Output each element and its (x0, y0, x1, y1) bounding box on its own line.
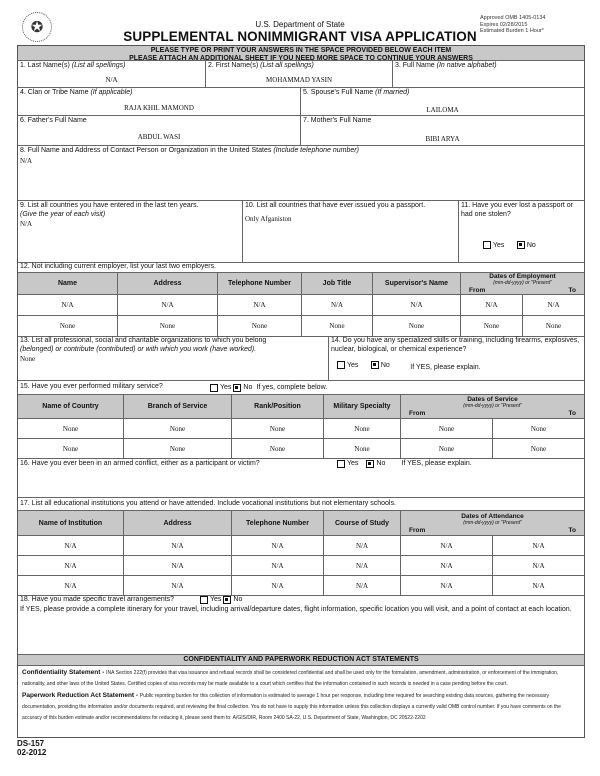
explain-note: If YES, please explain. (401, 460, 472, 467)
value: LAILOMA (426, 106, 459, 114)
last-name-field[interactable] (18, 61, 206, 87)
label: 18. Have you made specific travel arrangements? (20, 596, 175, 603)
label: 1. Last Name(s) (20, 62, 70, 69)
column-header: Name of Country (18, 395, 124, 418)
column-header: Job Title (302, 273, 373, 294)
passport-countries-field[interactable] (243, 201, 459, 262)
statement-heading: Paperwork Reduction Act Statement - (22, 692, 140, 699)
countries-visited-field[interactable] (18, 201, 243, 262)
table-header-row (18, 395, 584, 419)
table-cell[interactable]: N/A (18, 536, 124, 555)
table-cell[interactable]: None (302, 316, 373, 336)
table-cell[interactable]: None (218, 316, 302, 336)
table-cell[interactable]: None (530, 424, 547, 433)
native-full-name-field[interactable] (393, 61, 584, 87)
to-label: To (568, 287, 576, 294)
option-label: Yes (210, 596, 222, 603)
table-cell[interactable]: N/A (124, 556, 232, 575)
form-title: SUPPLEMENTAL NONIMMIGRANT VISA APPLICATION (123, 29, 477, 44)
checkbox-icon (337, 361, 345, 369)
option-label: No (233, 596, 243, 603)
table-cell[interactable]: N/A (401, 536, 493, 555)
table-cell[interactable]: N/A (232, 576, 324, 595)
table-row (18, 576, 584, 596)
table-cell[interactable]: N/A (124, 536, 232, 555)
table-cell[interactable]: N/A (461, 295, 523, 315)
table-cell[interactable]: None (461, 316, 523, 336)
label: 14. Do you have any specialized skills or training, including firearms, explosives, nuclear, biological, or chemical experience? (331, 337, 580, 353)
checkbox-icon (337, 460, 345, 468)
table-cell[interactable]: N/A (532, 541, 545, 550)
table-row (18, 439, 584, 459)
table-cell[interactable]: N/A (324, 556, 401, 575)
explain-note: If YES, please explain. (410, 364, 481, 371)
table-cell[interactable]: N/A (324, 576, 401, 595)
table-cell[interactable]: None (124, 439, 232, 458)
option-label: No (243, 384, 253, 391)
hint: (List all spellings) (71, 62, 126, 69)
table-cell[interactable]: None (530, 444, 547, 453)
column-header: Address (118, 273, 218, 294)
option-label: Yes (493, 241, 505, 249)
label: 2. First Name(s) (208, 62, 259, 69)
dates-header (401, 511, 584, 535)
department-name: U.S. Department of State (255, 20, 345, 29)
column-header: Name of Institution (18, 511, 124, 535)
option-label: No (526, 241, 536, 249)
statements-body (18, 667, 584, 724)
from-to-labels (401, 410, 584, 417)
travel-detail: If YES, please provide a complete itinerary for your travel, including arrival/departure dates, flight information, specific location you will visit, and a point of contact at each location. (20, 605, 572, 613)
dates-header (401, 395, 584, 418)
column-header: Name (18, 273, 118, 294)
lost-passport-yes-checkbox[interactable] (483, 241, 504, 249)
value: MOHAMMAD YASIN (265, 76, 333, 84)
checkbox-icon (210, 384, 218, 392)
label: 10. List all countries that have ever issued you a passport. (245, 202, 426, 209)
table-cell[interactable]: None (18, 316, 118, 336)
from-to-labels (401, 527, 584, 534)
label: 11. Have you ever lost a passport or had one stolen? (461, 202, 573, 218)
checked-checkbox-icon (366, 460, 374, 468)
dates-format: (mm-dd-yyyy) or "Present" (463, 403, 522, 409)
form-revision: 02-2012 (17, 748, 47, 757)
table-cell[interactable]: N/A (532, 561, 545, 570)
table-cell[interactable]: None (18, 419, 124, 438)
hint: (In native alphabet) (436, 62, 497, 69)
table-row (18, 419, 584, 439)
table-row (18, 556, 584, 576)
table-cell[interactable]: N/A (401, 576, 493, 595)
value: N/A (20, 156, 33, 165)
confidentiality-statement (22, 667, 580, 690)
hint: (Include telephone number) (273, 147, 359, 154)
application-form (17, 45, 585, 738)
instruction-line: PLEASE TYPE OR PRINT YOUR ANSWERS IN THE SPACE PROVIDED BELOW EACH ITEM (150, 47, 452, 54)
value: BIBI ARYA (425, 135, 460, 143)
checkbox-icon (483, 241, 491, 249)
column-header: Telephone Number (232, 511, 324, 535)
statement-heading: Confidentiality Statement - (22, 669, 107, 676)
skills-yes-checkbox[interactable] (337, 361, 358, 369)
military-service-label: 15. Have you ever performed military service? (20, 383, 163, 391)
label: 4. Clan or Tribe Name (20, 89, 89, 96)
travel-no-checkbox[interactable] (223, 596, 242, 605)
statements-title: CONFIDENTIALITY AND PAPERWORK REDUCTION ACT STATEMENTS (18, 655, 584, 666)
value: Only Afganiston (245, 214, 292, 223)
table-cell[interactable]: None (401, 439, 493, 458)
table-cell[interactable]: None (545, 322, 562, 330)
value: RAJA KHIL MAMOND (124, 104, 194, 112)
table-cell[interactable]: None (124, 419, 232, 438)
table-cell[interactable]: N/A (232, 556, 324, 575)
value: None (20, 355, 36, 363)
label: 13. List all professional, social and charitable organizations to which you belong (20, 337, 267, 344)
table-cell[interactable]: None (324, 419, 401, 438)
value: ABDUL WASI (137, 133, 181, 141)
table-cell[interactable]: None (401, 419, 493, 438)
table-cell[interactable]: None (118, 316, 218, 336)
dates-format: (mm-dd-yyyy) or "Present" (463, 519, 522, 526)
spouse-name-field[interactable] (301, 88, 584, 115)
table-cell[interactable]: None (373, 316, 461, 336)
dates-header-text (461, 273, 584, 294)
table-cell[interactable]: N/A (18, 556, 124, 575)
omb-burden: Estimated Burden 1 Hour* (480, 28, 544, 34)
dates-title: Dates of Attendance (461, 512, 524, 520)
to-label: To (568, 410, 576, 417)
dates-header-text (401, 513, 584, 534)
instruction-line: PLEASE ATTACH AN ADDITIONAL SHEET IF YOU NEED MORE SPACE TO CONTINUE YOUR ANSWERS (129, 55, 473, 62)
military-no-checkbox[interactable] (233, 384, 252, 392)
from-label: From (409, 526, 426, 534)
organizations-field[interactable] (18, 336, 329, 380)
statement-text: INA Section 222(f) provides that visa issuance and refusal records shall be considered confidential and shall be used only for the formulation, amendment, administration, or enforcement of the immigration, nationality, and other laws of the United States. Certified copies of visa records may be made available to a court which certifies that the information contained in such records is needed in a case pending before the court. (22, 670, 559, 687)
table-header-row (18, 511, 584, 536)
lost-passport-question (459, 201, 584, 262)
table-cell[interactable]: None (232, 439, 324, 458)
armed-conflict-field[interactable] (18, 459, 584, 497)
dates-header (461, 273, 584, 294)
column-header: Course of Study (324, 511, 401, 535)
label: 3. Full Name (395, 62, 435, 69)
state-department-seal-icon: ✪ (22, 12, 52, 42)
omb-number: Approved OMB 1405-0134 (480, 15, 546, 21)
table-cell[interactable]: N/A (18, 576, 124, 595)
table-cell[interactable]: N/A (18, 295, 118, 315)
first-name-field[interactable] (206, 61, 393, 87)
table-cell[interactable]: None (324, 439, 401, 458)
table-cell[interactable]: N/A (232, 536, 324, 555)
omb-expires: Expires 02/28/2015 (480, 21, 528, 28)
table-row (18, 536, 584, 556)
table-cell[interactable]: N/A (373, 295, 461, 315)
table-cell[interactable]: None (18, 439, 124, 458)
column-header: Telephone Number (218, 273, 302, 294)
column-header: Branch of Service (124, 395, 232, 418)
from-label: From (409, 410, 426, 417)
value: N/A (20, 220, 33, 228)
military-yes-checkbox[interactable] (210, 384, 231, 392)
omb-info (480, 15, 545, 35)
checked-checkbox-icon (371, 361, 379, 369)
travel-yes-checkbox[interactable] (200, 596, 221, 605)
column-header: Address (124, 511, 232, 535)
column-header: Supervisor's Name (373, 273, 461, 294)
conflict-no-checkbox[interactable] (366, 460, 385, 469)
column-header: Military Specialty (324, 395, 401, 418)
table-header-row (18, 273, 584, 295)
table-cell[interactable]: N/A (218, 295, 302, 315)
option-label: Yes (220, 384, 232, 391)
conflict-yes-checkbox[interactable] (337, 460, 358, 469)
checked-checkbox-icon (223, 596, 231, 604)
from-to-labels (461, 287, 584, 294)
table-cell[interactable]: None (232, 419, 324, 438)
skills-no-checkbox[interactable] (371, 361, 390, 369)
table-cell[interactable]: N/A (401, 556, 493, 575)
form-number: DS-157 (17, 739, 45, 748)
clan-name-field[interactable] (18, 88, 301, 115)
dates-title: Dates of Employment (489, 273, 556, 280)
checkbox-icon (200, 596, 208, 604)
column-header: Rank/Position (232, 395, 324, 418)
dates-header-text (401, 396, 584, 417)
table-cell[interactable]: N/A (124, 576, 232, 595)
label: 16. Have you ever been in an armed conflict, either as a participant or victim? (20, 460, 260, 467)
from-label: From (469, 287, 486, 294)
hint: (If married) (375, 89, 410, 96)
table-row (18, 316, 584, 337)
lost-passport-no-checkbox[interactable] (517, 241, 536, 249)
father-name-field[interactable] (18, 116, 301, 145)
to-label: To (568, 526, 576, 534)
value: N/A (105, 76, 118, 84)
travel-arrangements-field[interactable] (18, 595, 584, 654)
table-cell[interactable]: N/A (302, 295, 373, 315)
hint: (List all spellings) (260, 62, 314, 69)
table-row (18, 295, 584, 316)
label: 6. Father's Full Name (20, 117, 87, 124)
dates-format: (mm-dd-yyyy) or "Present" (493, 280, 552, 286)
statement-text: Public reporting burden for this collection of information is estimated to average 1 hour per response, including time required for searching existing data sources, gathering the necessary documentation, providing the information and/or documents required, and reviewing the final collection. You do not have to supply this information unless this collection displays a currently valid OMB control number. If you have comments on the accuracy of this burden estimate and/or recommendations for reducing it, please send them to: A/GIS/DIR, Room 2400 SA-22, U.S. Department of State, Washington, DC 20522-2202 (22, 693, 561, 721)
hint: (belonged) or contribute (contributed) or with which you work (have worked). (20, 345, 257, 353)
instructions-banner (18, 46, 584, 61)
hint: (If applicable) (90, 89, 133, 96)
us-contact-field[interactable] (18, 146, 584, 200)
table-cell[interactable]: N/A (118, 295, 218, 315)
label: 5. Spouse's Full Name (303, 89, 374, 96)
paperwork-statement (22, 690, 580, 724)
table-cell[interactable]: N/A (532, 581, 545, 590)
hint: (Give the year of each visit) (20, 210, 106, 218)
employers-label: 12. Not including current employer, list your last two employers. (20, 263, 217, 270)
label: 8. Full Name and Address of Contact Person or Organization in the United States (20, 147, 272, 154)
table-cell[interactable]: N/A (547, 301, 560, 309)
dates-title: Dates of Service (467, 396, 518, 403)
option-label: No (380, 361, 390, 369)
table-cell[interactable]: N/A (324, 536, 401, 555)
education-label: 17. List all educational institutions you attend or have attended. Include vocational institutions but not elementary schools. (20, 500, 396, 507)
option-label: No (376, 460, 386, 467)
label: 7. Mother's Full Name (303, 117, 372, 124)
checked-checkbox-icon (517, 241, 525, 249)
checked-checkbox-icon (233, 384, 241, 392)
specialized-skills-question (329, 336, 584, 380)
label: 9. List all countries you have entered in the last ten years. (20, 202, 199, 209)
option-label: Yes (347, 361, 359, 369)
military-note: If yes, complete below. (256, 384, 328, 391)
option-label: Yes (347, 460, 359, 467)
mother-name-field[interactable] (301, 116, 584, 145)
